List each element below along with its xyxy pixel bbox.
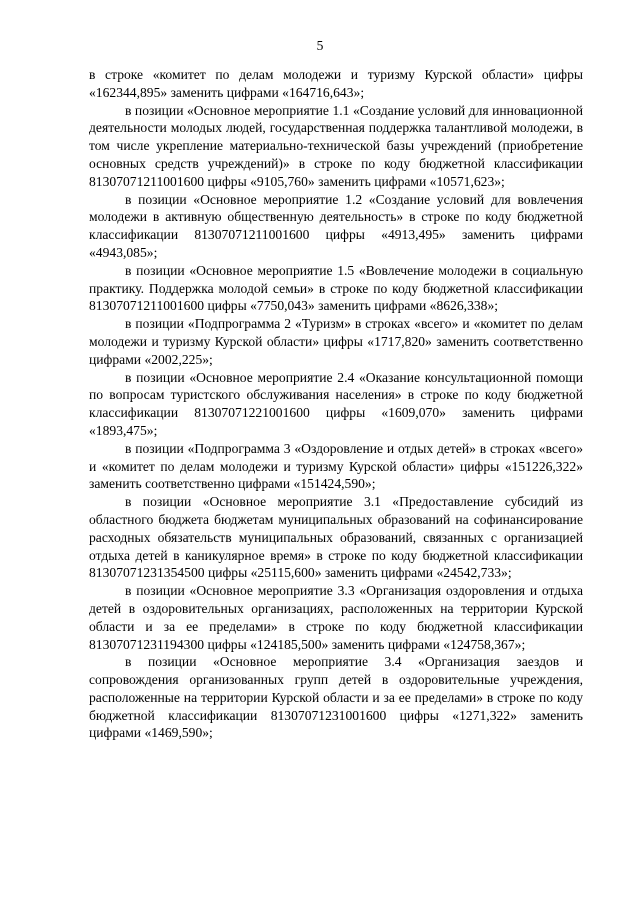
- paragraph-9: в позиции «Основное мероприятие 3.3 «Организация оздоровления и отдыха детей в оздоровительных организациях, расположенных на территории Курской области и за ее пределами» в строке по коду бюджетной классификации 81307071231194300 цифры «124185,500» заменить цифрами «124758,367»;: [89, 583, 583, 652]
- paragraph-6: в позиции «Основное мероприятие 2.4 «Оказание консультационной помощи по вопросам туристского обслуживания населения» в строке по коду бюджетной классификации 81307071221001600 цифры «1609,070» заменить цифрами «1893,475»;: [89, 369, 583, 438]
- paragraph-10: в позиции «Основное мероприятие 3.4 «Организация заездов и сопровождения организованных групп детей в оздоровительные учреждения, расположенные на территории Курской области и за ее пределами» в строке по коду бюджетной классификации 81307071231001600 цифры «1271,322» заменить цифрами «1469,590»;: [89, 654, 583, 741]
- paragraph-4: в позиции «Основное мероприятие 1.5 «Вовлечение молодежи в социальную практику. Поддержка молодой семьи» в строке по коду бюджетной классификации 81307071211001600 цифры «7750,043» заменить цифрами «8626,338»;: [89, 262, 583, 314]
- page-number: 5: [316, 38, 324, 53]
- paragraph-1: в строке «комитет по делам молодежи и туризму Курской области» цифры «162344,895» заменить цифрами «164716,643»;: [89, 67, 583, 100]
- paragraph-7: в позиции «Подпрограмма 3 «Оздоровление и отдых детей» в строках «всего» и «комитет по делам молодежи и туризму Курской области» цифры «151226,322» заменить соответственно цифрами «151424,590»;: [89, 440, 583, 492]
- paragraph-2: в позиции «Основное мероприятие 1.1 «Создание условий для инновационной деятельности молодых людей, государственная поддержка талантливой молодежи, в том числе укрепление материально-технической базы учреждений (приобретение основных средств учреждений)» в строке по коду бюджетной классификации 81307071211001600 цифры «9105,760» заменить цифрами «10571,623»;: [89, 102, 583, 189]
- document-body: [89, 66, 583, 742]
- paragraph-8: в позиции «Основное мероприятие 3.1 «Предоставление субсидий из областного бюджета бюджетам муниципальных образований на софинансирование расходных обязательств муниципальных образований, связанных с организацией отдыха детей в каникулярное время» в строке по коду бюджетной классификации 81307071231354500 цифры «25115,600» заменить цифрами «24542,733»;: [89, 494, 583, 581]
- paragraph-3: в позиции «Основное мероприятие 1.2 «Создание условий для вовлечения молодежи в активную общественную деятельность» в строке по коду бюджетной классификации 81307071211001600 цифры «4913,495» заменить цифрами «4943,085»;: [89, 191, 583, 260]
- paragraph-5: в позиции «Подпрограмма 2 «Туризм» в строках «всего» и «комитет по делам молодежи и туризму Курской области» цифры «1717,820» заменить соответственно цифрами «2002,225»;: [89, 316, 583, 367]
